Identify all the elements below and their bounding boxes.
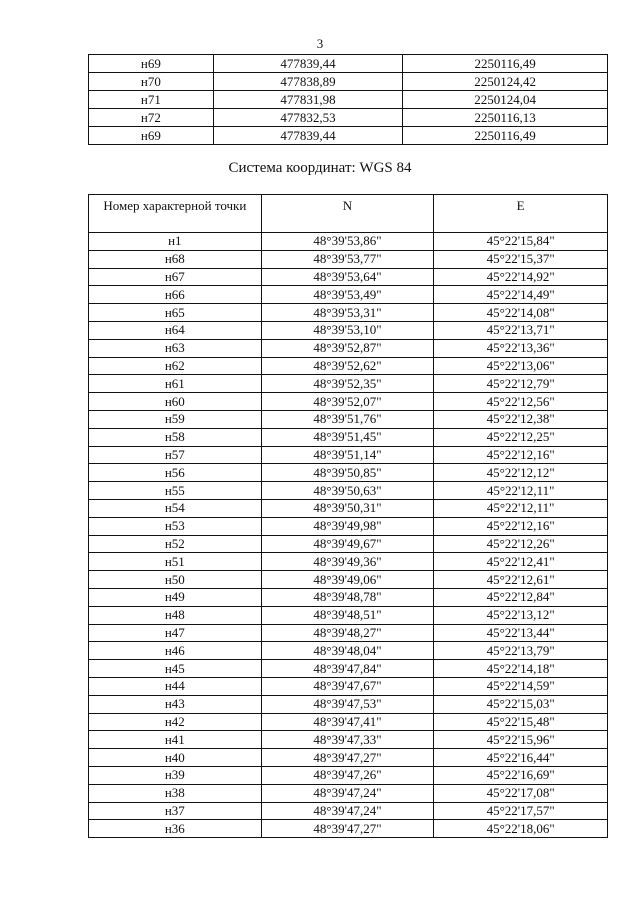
table-cell: 48°39'49,36": [261, 553, 434, 571]
table-row: [89, 73, 608, 91]
table-cell: 48°39'53,86": [261, 233, 434, 251]
table-cell: 45°22'15,03": [434, 695, 608, 713]
table-cell: н1: [89, 233, 262, 251]
table-cell: 45°22'14,18": [434, 660, 608, 678]
table-cell: н51: [89, 553, 262, 571]
coordinates-table-wgs84: [88, 194, 608, 838]
coordinates-table-local: [88, 54, 608, 145]
table-cell: 45°22'13,36": [434, 339, 608, 357]
table-cell: 45°22'17,57": [434, 802, 608, 820]
table-cell: 2250116,49: [403, 127, 608, 145]
table-cell: 477831,98: [213, 91, 403, 109]
table-cell: 45°22'18,06": [434, 820, 608, 838]
table-row: [89, 553, 608, 571]
table-cell: 2250124,04: [403, 91, 608, 109]
table-row: [89, 127, 608, 145]
table-cell: 45°22'14,59": [434, 677, 608, 695]
table-cell: н69: [89, 127, 214, 145]
table-cell: н36: [89, 820, 262, 838]
table-row: [89, 571, 608, 589]
table-row: [89, 624, 608, 642]
table-row: [89, 428, 608, 446]
table-cell: 48°39'53,49": [261, 286, 434, 304]
table-cell: н56: [89, 464, 262, 482]
table-cell: 2250116,49: [403, 55, 608, 73]
table-cell: 48°39'47,53": [261, 695, 434, 713]
table-row: [89, 749, 608, 767]
table-cell: 48°39'50,31": [261, 499, 434, 517]
table-cell: н57: [89, 446, 262, 464]
table-cell: н37: [89, 802, 262, 820]
table-row: [89, 606, 608, 624]
table-cell: н59: [89, 410, 262, 428]
table-cell: н62: [89, 357, 262, 375]
table-cell: 48°39'53,64": [261, 268, 434, 286]
header-n: N: [261, 195, 434, 233]
table-cell: 45°22'12,25": [434, 428, 608, 446]
table-row: [89, 339, 608, 357]
table-cell: 48°39'47,27": [261, 820, 434, 838]
table-cell: 45°22'13,79": [434, 642, 608, 660]
table-cell: 477838,89: [213, 73, 403, 91]
table-cell: н71: [89, 91, 214, 109]
table-cell: 45°22'13,06": [434, 357, 608, 375]
table-cell: 48°39'49,98": [261, 517, 434, 535]
table-cell: 48°39'47,33": [261, 731, 434, 749]
table-cell: н58: [89, 428, 262, 446]
table-cell: 48°39'53,77": [261, 250, 434, 268]
table-cell: 45°22'12,61": [434, 571, 608, 589]
table-cell: 48°39'48,04": [261, 642, 434, 660]
table-row: [89, 393, 608, 411]
table-cell: н52: [89, 535, 262, 553]
table-row: [89, 250, 608, 268]
table-cell: 45°22'13,71": [434, 321, 608, 339]
page-number: 3: [316, 36, 324, 51]
table-cell: 45°22'14,49": [434, 286, 608, 304]
table-cell: н46: [89, 642, 262, 660]
table-cell: 477839,44: [213, 127, 403, 145]
table-row: [89, 268, 608, 286]
table-cell: 45°22'12,84": [434, 588, 608, 606]
table-cell: 45°22'15,84": [434, 233, 608, 251]
table-cell: н63: [89, 339, 262, 357]
table-cell: н68: [89, 250, 262, 268]
table-cell: 45°22'12,26": [434, 535, 608, 553]
table-cell: 45°22'13,44": [434, 624, 608, 642]
table-row: [89, 482, 608, 500]
table-row: [89, 91, 608, 109]
table-cell: 45°22'16,69": [434, 766, 608, 784]
table-cell: 2250116,13: [403, 109, 608, 127]
table-row: [89, 802, 608, 820]
table-header-row: [89, 195, 608, 233]
table-cell: 45°22'17,08": [434, 784, 608, 802]
header-e: E: [434, 195, 608, 233]
table-row: [89, 286, 608, 304]
table-cell: 48°39'49,67": [261, 535, 434, 553]
table-cell: 45°22'15,96": [434, 731, 608, 749]
table-cell: 48°39'51,76": [261, 410, 434, 428]
table-cell: 48°39'52,35": [261, 375, 434, 393]
table-cell: 48°39'48,51": [261, 606, 434, 624]
table-row: [89, 588, 608, 606]
main-table-body: [89, 233, 608, 838]
table-cell: 48°39'52,07": [261, 393, 434, 411]
table-cell: н48: [89, 606, 262, 624]
table-row: [89, 784, 608, 802]
table-row: [89, 642, 608, 660]
table-cell: н47: [89, 624, 262, 642]
table-row: [89, 731, 608, 749]
table-cell: 2250124,42: [403, 73, 608, 91]
table-row: [89, 660, 608, 678]
table-cell: н44: [89, 677, 262, 695]
table-cell: н54: [89, 499, 262, 517]
table-cell: н40: [89, 749, 262, 767]
table-row: [89, 695, 608, 713]
table-cell: 48°39'51,45": [261, 428, 434, 446]
table-row: [89, 321, 608, 339]
table-row: [89, 109, 608, 127]
table-cell: н61: [89, 375, 262, 393]
table-cell: 48°39'48,78": [261, 588, 434, 606]
table-cell: н45: [89, 660, 262, 678]
table-cell: 45°22'12,16": [434, 446, 608, 464]
table-cell: 45°22'13,12": [434, 606, 608, 624]
table-cell: 48°39'47,24": [261, 784, 434, 802]
table-cell: н53: [89, 517, 262, 535]
table-row: [89, 766, 608, 784]
table-row: [89, 713, 608, 731]
table-cell: н41: [89, 731, 262, 749]
table-cell: 45°22'15,37": [434, 250, 608, 268]
header-point-number: Номер характерной точки: [89, 195, 262, 233]
table-row: [89, 55, 608, 73]
table-cell: 45°22'12,56": [434, 393, 608, 411]
table-row: [89, 820, 608, 838]
table-cell: 48°39'47,27": [261, 749, 434, 767]
table-cell: 45°22'14,08": [434, 304, 608, 322]
table-cell: 45°22'12,41": [434, 553, 608, 571]
table-cell: н42: [89, 713, 262, 731]
table-cell: 48°39'47,84": [261, 660, 434, 678]
table-cell: 48°39'52,62": [261, 357, 434, 375]
table-row: [89, 357, 608, 375]
table-cell: н72: [89, 109, 214, 127]
table-cell: н66: [89, 286, 262, 304]
table-cell: 477832,53: [213, 109, 403, 127]
table-cell: 48°39'49,06": [261, 571, 434, 589]
table-row: [89, 499, 608, 517]
table-cell: н38: [89, 784, 262, 802]
table-cell: 45°22'12,12": [434, 464, 608, 482]
table-row: [89, 677, 608, 695]
table-cell: 48°39'47,24": [261, 802, 434, 820]
table-row: [89, 304, 608, 322]
table-row: [89, 233, 608, 251]
table-cell: 45°22'12,38": [434, 410, 608, 428]
table-row: [89, 535, 608, 553]
table-cell: н64: [89, 321, 262, 339]
table-row: [89, 446, 608, 464]
table-cell: 48°39'51,14": [261, 446, 434, 464]
table-cell: 48°39'48,27": [261, 624, 434, 642]
table-cell: 48°39'47,67": [261, 677, 434, 695]
top-table-body: [89, 55, 608, 145]
table-cell: н67: [89, 268, 262, 286]
table-row: [89, 517, 608, 535]
table-row: [89, 464, 608, 482]
table-cell: н39: [89, 766, 262, 784]
table-cell: 48°39'52,87": [261, 339, 434, 357]
table-cell: 45°22'12,16": [434, 517, 608, 535]
table-cell: 48°39'50,85": [261, 464, 434, 482]
table-row: [89, 375, 608, 393]
table-cell: 45°22'15,48": [434, 713, 608, 731]
table-cell: 48°39'53,31": [261, 304, 434, 322]
table-cell: н69: [89, 55, 214, 73]
table-cell: н55: [89, 482, 262, 500]
table-cell: н43: [89, 695, 262, 713]
table-cell: 45°22'12,79": [434, 375, 608, 393]
table-cell: н70: [89, 73, 214, 91]
table-cell: 45°22'12,11": [434, 482, 608, 500]
table-cell: 48°39'53,10": [261, 321, 434, 339]
section-title: Система координат: WGS 84: [228, 160, 412, 176]
table-cell: 45°22'16,44": [434, 749, 608, 767]
table-row: [89, 410, 608, 428]
table-cell: 48°39'47,41": [261, 713, 434, 731]
table-cell: 45°22'14,92": [434, 268, 608, 286]
table-cell: н65: [89, 304, 262, 322]
table-cell: 477839,44: [213, 55, 403, 73]
table-cell: 48°39'50,63": [261, 482, 434, 500]
table-cell: н49: [89, 588, 262, 606]
table-cell: н60: [89, 393, 262, 411]
table-cell: 48°39'47,26": [261, 766, 434, 784]
table-cell: 45°22'12,11": [434, 499, 608, 517]
table-cell: н50: [89, 571, 262, 589]
